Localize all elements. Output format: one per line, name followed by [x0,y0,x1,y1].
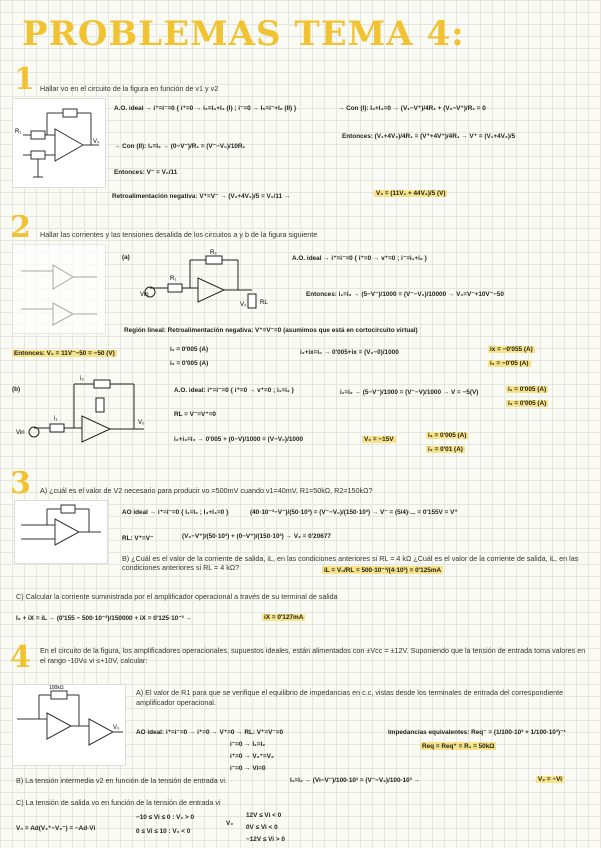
p4c-vo-symbol: V₀ [226,820,234,827]
label-r1a: R₁ [170,276,177,282]
p3a-line-3: (40·10⁻³−V⁻)/(50·10³) = (V⁻−V₀)/(150·10³) → V⁻ = (5/4)·... = 0'155V = V⁺ [250,509,458,516]
problem-4-statement-c: C) La tensión de salida vo en función de la tensión de entrada vi [16,798,221,807]
problem-4-number: 4 [10,640,31,675]
p2b-line-2: RL = V⁻=V⁺=0 [174,411,216,418]
p3c-line: I₃ + iX = iL → (0'155 − 500·10⁻³)/150000 + iX = 0'125·10⁻³ → [16,615,192,622]
label-i1b: i₁ [54,416,58,422]
label-vinb: Vin [16,430,25,436]
p2b-current-2: i₂ = 0'005 (A) [508,400,547,407]
label-vo: V₀ [93,139,100,145]
problem-1-number: 1 [14,62,35,97]
p4c-out-3: −12V ≤ Vi > 0 [246,836,285,843]
p2b-final-2: i₄ = 0'01 (A) [428,446,463,453]
p3b-answer: iL = V₀/RL = 500·10⁻³/(4·10³) = 0'125mA [324,567,442,574]
p2b-line-3: i₂+i₃=i₄ → 0'005 + (0−V)/1000 = (V−V₀)/1000 [174,436,304,443]
problem-3-statement-b: B) ¿Cuál es el valor de la corriente de salida, iL, en las condiciones anteriores si RL = 4 kΩ ¿Cuál es el valor de la corriente de salida, iL, en las condiciones anteriores si RL = 4 kΩ? [122,554,579,572]
label-vo4: V₀ [113,725,120,731]
problem-2-number: 2 [10,210,31,245]
label-vin: Vin [140,292,149,298]
p1-answer: V₀ = (11V₁ + 44V₂)/5 (V) [376,190,446,197]
p3c-answer: iX = 0'127mA [264,614,304,621]
p2a-final-1: ix = −0'055 (A) [490,346,533,353]
circuit-b [14,372,164,458]
problem-4-circuit [12,684,126,766]
problem-2-reference-figure [12,244,106,334]
p4c-out-2: 0V ≤ Vi < 0 [246,824,278,831]
p4c-case-1: −10 ≤ Vi ≤ 0 : V₀ > 0 [136,814,195,821]
problem-3-number: 3 [10,466,31,501]
p4b-line: I₁=I₂ → (Vi−V⁻)/100·10³ = (V⁻−V₂)/100·10³ → [290,777,421,784]
label-voa: V₀ [240,302,247,308]
p1-line-1: A.O. ideal → i⁺=i⁻=0 { i⁺=0 → i₂=I₃+I₄ (I) ; i⁻=0 → I₅=i⁻+I₂ (II) } [114,105,297,112]
p4a-line-1: AO ideal: i⁺=i⁻=0 → i⁺=0 → V⁺=0 → RL: V⁺=V⁻=0 [136,729,284,736]
p2b-final-1: i₃ = 0'005 (A) [428,432,467,439]
p2a-current-2: i₂ = 0'005 (A) [170,360,209,367]
p2a-result: Entonces: V₀ = 11V⁻−50 = −50 (V) [14,350,115,357]
p2b-mid: i₁=i₂ → (5−V⁻)/1000 = (V⁻−V)/1000 → V = −5(V) [340,389,479,396]
p1-line-6: Retroalimentación negativa: V⁺=V⁻ → (V₁+4V₂)/5 = V₀/11 → [112,193,291,200]
p2a-current-1: i₁ = 0'005 (A) [170,346,209,353]
p4a-line-3: i⁺=0 → V₂⁺=V₂ [230,753,274,760]
p4b-answer: V₂ = −Vi [538,776,563,783]
p4c-line: V₀ = Ad(V₂⁺−V₂⁻) = −Ad·Vi [16,825,96,832]
label-i3b: i₃ [80,376,84,382]
page-title: PROBLEMAS TEMA 4: [22,14,465,54]
circuit-a [140,246,290,312]
problem-1-statement: Hallar vo en el circuito de la figura en función de v1 y v2 [40,84,219,93]
p1-line-3: Entonces: (V₁+4V₂)/4R₁ = (V⁺+4V⁺)/4R₁ → V⁺ = (V₁+4V₂)/5 [342,133,516,140]
p1-line-2: → Con (I): I₃+I₄=0 → (V₁−V⁺)/4R₁ + (V₂−V⁺)/R₁ = 0 [338,105,486,112]
p4a-answer: Req = Req⁺ = R₁ = 50kΩ [422,743,495,750]
problem-3-statement-c: C) Calcular la corriente suministrada por el amplificador operacional a través de su terminal de salida [16,592,338,601]
problem-4-statement: En el circuito de la figura, los amplificadores operacionales, supuestos ideales, están alimentados con ±Vcc = ±12V. Suponiendo que la tensión de entrada toma valores en el rango -10V≤ vi ≤+10V, calcular: [40,646,586,665]
p4a-impedance: Impedancias equivalentes: Req⁻ = (1/100·10³ + 1/100·10³)⁻¹ [388,729,566,736]
p2b-line-1: A.O. ideal: i⁺=i⁻=0 { i⁺=0 → v⁺=0 ; i₁=i₂ } [174,387,295,394]
problem-3-circuit [14,500,108,564]
label-rla: RL [260,300,268,306]
p4a-line-4: i⁻=0 → Vi=0 [230,765,266,772]
problem-4-statement-a: A) El valor de R1 para que se verifique el equilibrio de impedancias en c.c, vistas desde los terminales de entrada del correspondiente amplificador operacional. [136,688,564,707]
p2b-result: V₀ = −15V [364,436,394,443]
p3a-line-2: RL: V⁺=V⁻ [122,535,154,542]
problem-2-statement: Hallar las corrientes y las tensiones desalida de los circuitos a y b de la figura siguiente [40,230,318,239]
p1-line-4: → Con (II): I₁=I₂ → (0−V⁻)/R₁ = (V⁻−V₀)/10R₁ [114,143,246,150]
p2a-final-2: i₀ = −0'05 (A) [490,360,529,367]
p2b-current-1: i₁ = 0'005 (A) [508,386,547,393]
label-100k: 100kΩ [49,685,64,691]
label-r2a: R₂ [210,250,217,256]
p3a-line-1: AO ideal → i⁺=i⁻=0 { I₁=I₂ ; I₃+I₄=0 } [122,509,229,516]
problem-1-circuit [12,98,106,188]
p4c-out-1: 12V ≤ Vi < 0 [246,812,282,819]
circuit-b-label: (b) [12,386,21,393]
problem-3-statement-a: A) ¿cuál es el valor de V2 necesario para producir vo =500mV cuando v1=40mV, R1=50kΩ, R2=150kΩ? [40,486,373,495]
p4a-line-2: i⁻=0 → I₁=I₂ [230,741,266,748]
p2a-line-2: Entonces: i₁=i₂ → (5−V⁻)/1000 = (V⁻−V₀)/10000 → V₀=V⁻+10V⁻−50 [306,291,504,298]
problem-4-statement-b: B) La tensión intermedia v2 en función de la tensión de entrada vi. [16,776,227,785]
p2a-mid: i₂+ix=i₀ → 0'005+ix = (V₀−0)/1000 [300,349,399,356]
circuit-a-label: (a) [122,254,130,261]
label-r1: R₁ [15,129,22,135]
p1-line-5: Entonces: V⁻ = V₀/11 [114,169,178,176]
p2a-line-3: Región lineal: Retroalimentación negativa: V⁺=V⁻=0 (asumimos que está en cortocircuito virtual) [124,327,418,334]
p4c-case-2: 0 ≤ Vi ≤ 10 : V₀ < 0 [136,828,191,835]
p2a-line-1: A.O. ideal → i⁺=i⁻=0 { i⁺=0 → v⁺=0 ; i⁻=i₁+i₂ } [292,255,427,262]
label-vob: V₀ [138,420,145,426]
p3a-line-4: (V₂−V⁺)/(50·10³) + (0−V⁺)/(150·10³) → V₂ = 0'20677 [182,533,331,540]
